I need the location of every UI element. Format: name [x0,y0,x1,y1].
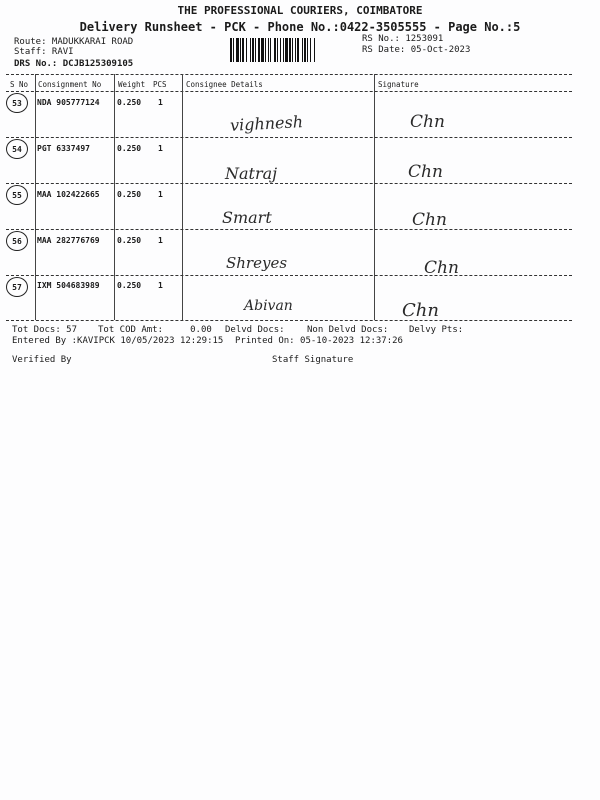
col-header-signature: Signature [378,80,419,89]
sno-circle: 56 [6,231,28,251]
row-rule [6,137,572,138]
entered-by: Entered By :KAVIPCK 10/05/2023 12:29:15 [12,336,224,346]
consignee-handwriting: Abivan [244,298,293,314]
sno-circle: 53 [6,93,28,113]
rs-date: RS Date: 05-Oct-2023 [362,45,471,55]
consignee-handwriting: Shreyes [226,254,288,272]
col-header-sno: S No [10,80,29,89]
col-header-consignment: Consignment No [38,80,102,89]
staff-label: Staff: RAVI [14,47,74,57]
row-rule [6,183,572,184]
signature-handwriting: Chn [424,258,459,278]
pcs: 1 [158,236,163,245]
col-divider [114,74,115,320]
rs-number: RS No.: 1253091 [362,34,444,44]
consignee-handwriting: Natraj [225,164,278,183]
total-docs: Tot Docs: 57 [12,325,78,335]
signature-handwriting: Chn [408,162,443,182]
consignment-no: MAA 282776769 [37,236,100,245]
runsheet-subtitle: Delivery Runsheet - PCK - Phone No.:0422-3505555 - Page No.:5 [79,20,521,34]
total-cod-amount: Tot COD Amt: 0.00 [98,325,212,335]
consignment-no: PGT 6337497 [37,144,90,153]
col-divider [35,74,36,320]
consignment-no: IXM 504683989 [37,281,100,290]
table-top-rule [6,74,572,75]
signature-handwriting: Chn [402,300,439,321]
col-header-pcs: PCS [153,80,167,89]
consignee-handwriting: Smart [222,208,272,227]
signature-handwriting: Chn [412,210,447,230]
printed-on: Printed On: 05-10-2023 12:37:26 [235,336,403,346]
consignment-no: MAA 102422665 [37,190,100,199]
weight: 0.250 [117,190,142,199]
weight: 0.250 [117,98,142,107]
barcode [230,38,356,62]
consignment-no: NDA 905777124 [37,98,100,107]
signature-handwriting: Chn [410,112,445,132]
non-delivered-docs: Non Delvd Docs: [307,325,389,335]
pcs: 1 [158,98,163,107]
pcs: 1 [158,190,163,199]
weight: 0.250 [117,281,142,290]
company-title: THE PROFESSIONAL COURIERS, COIMBATORE [177,4,423,17]
weight: 0.250 [117,236,142,245]
sno-circle: 54 [6,139,28,159]
pcs: 1 [158,144,163,153]
weight: 0.250 [117,144,142,153]
route-label: Route: MADUKKARAI ROAD [14,37,134,47]
drs-number: DRS No.: DCJB125309105 [14,59,134,69]
consignee-handwriting: vighnesh [229,112,304,135]
pcs: 1 [158,281,163,290]
col-header-consignee: Consignee Details [186,80,263,89]
delivered-docs: Delvd Docs: [225,325,285,335]
delivery-points: Delvy Pts: [409,325,464,335]
verified-by-label: Verified By [12,355,72,365]
table-header-rule [6,91,572,92]
col-divider [374,74,375,320]
table-bottom-rule [6,320,572,321]
row-rule [6,275,572,276]
col-header-weight: Weight [118,80,146,89]
staff-signature-label: Staff Signature [272,355,354,365]
col-divider [182,74,183,320]
sno-circle: 55 [6,185,28,205]
row-rule [6,229,572,230]
sno-circle: 57 [6,277,28,297]
